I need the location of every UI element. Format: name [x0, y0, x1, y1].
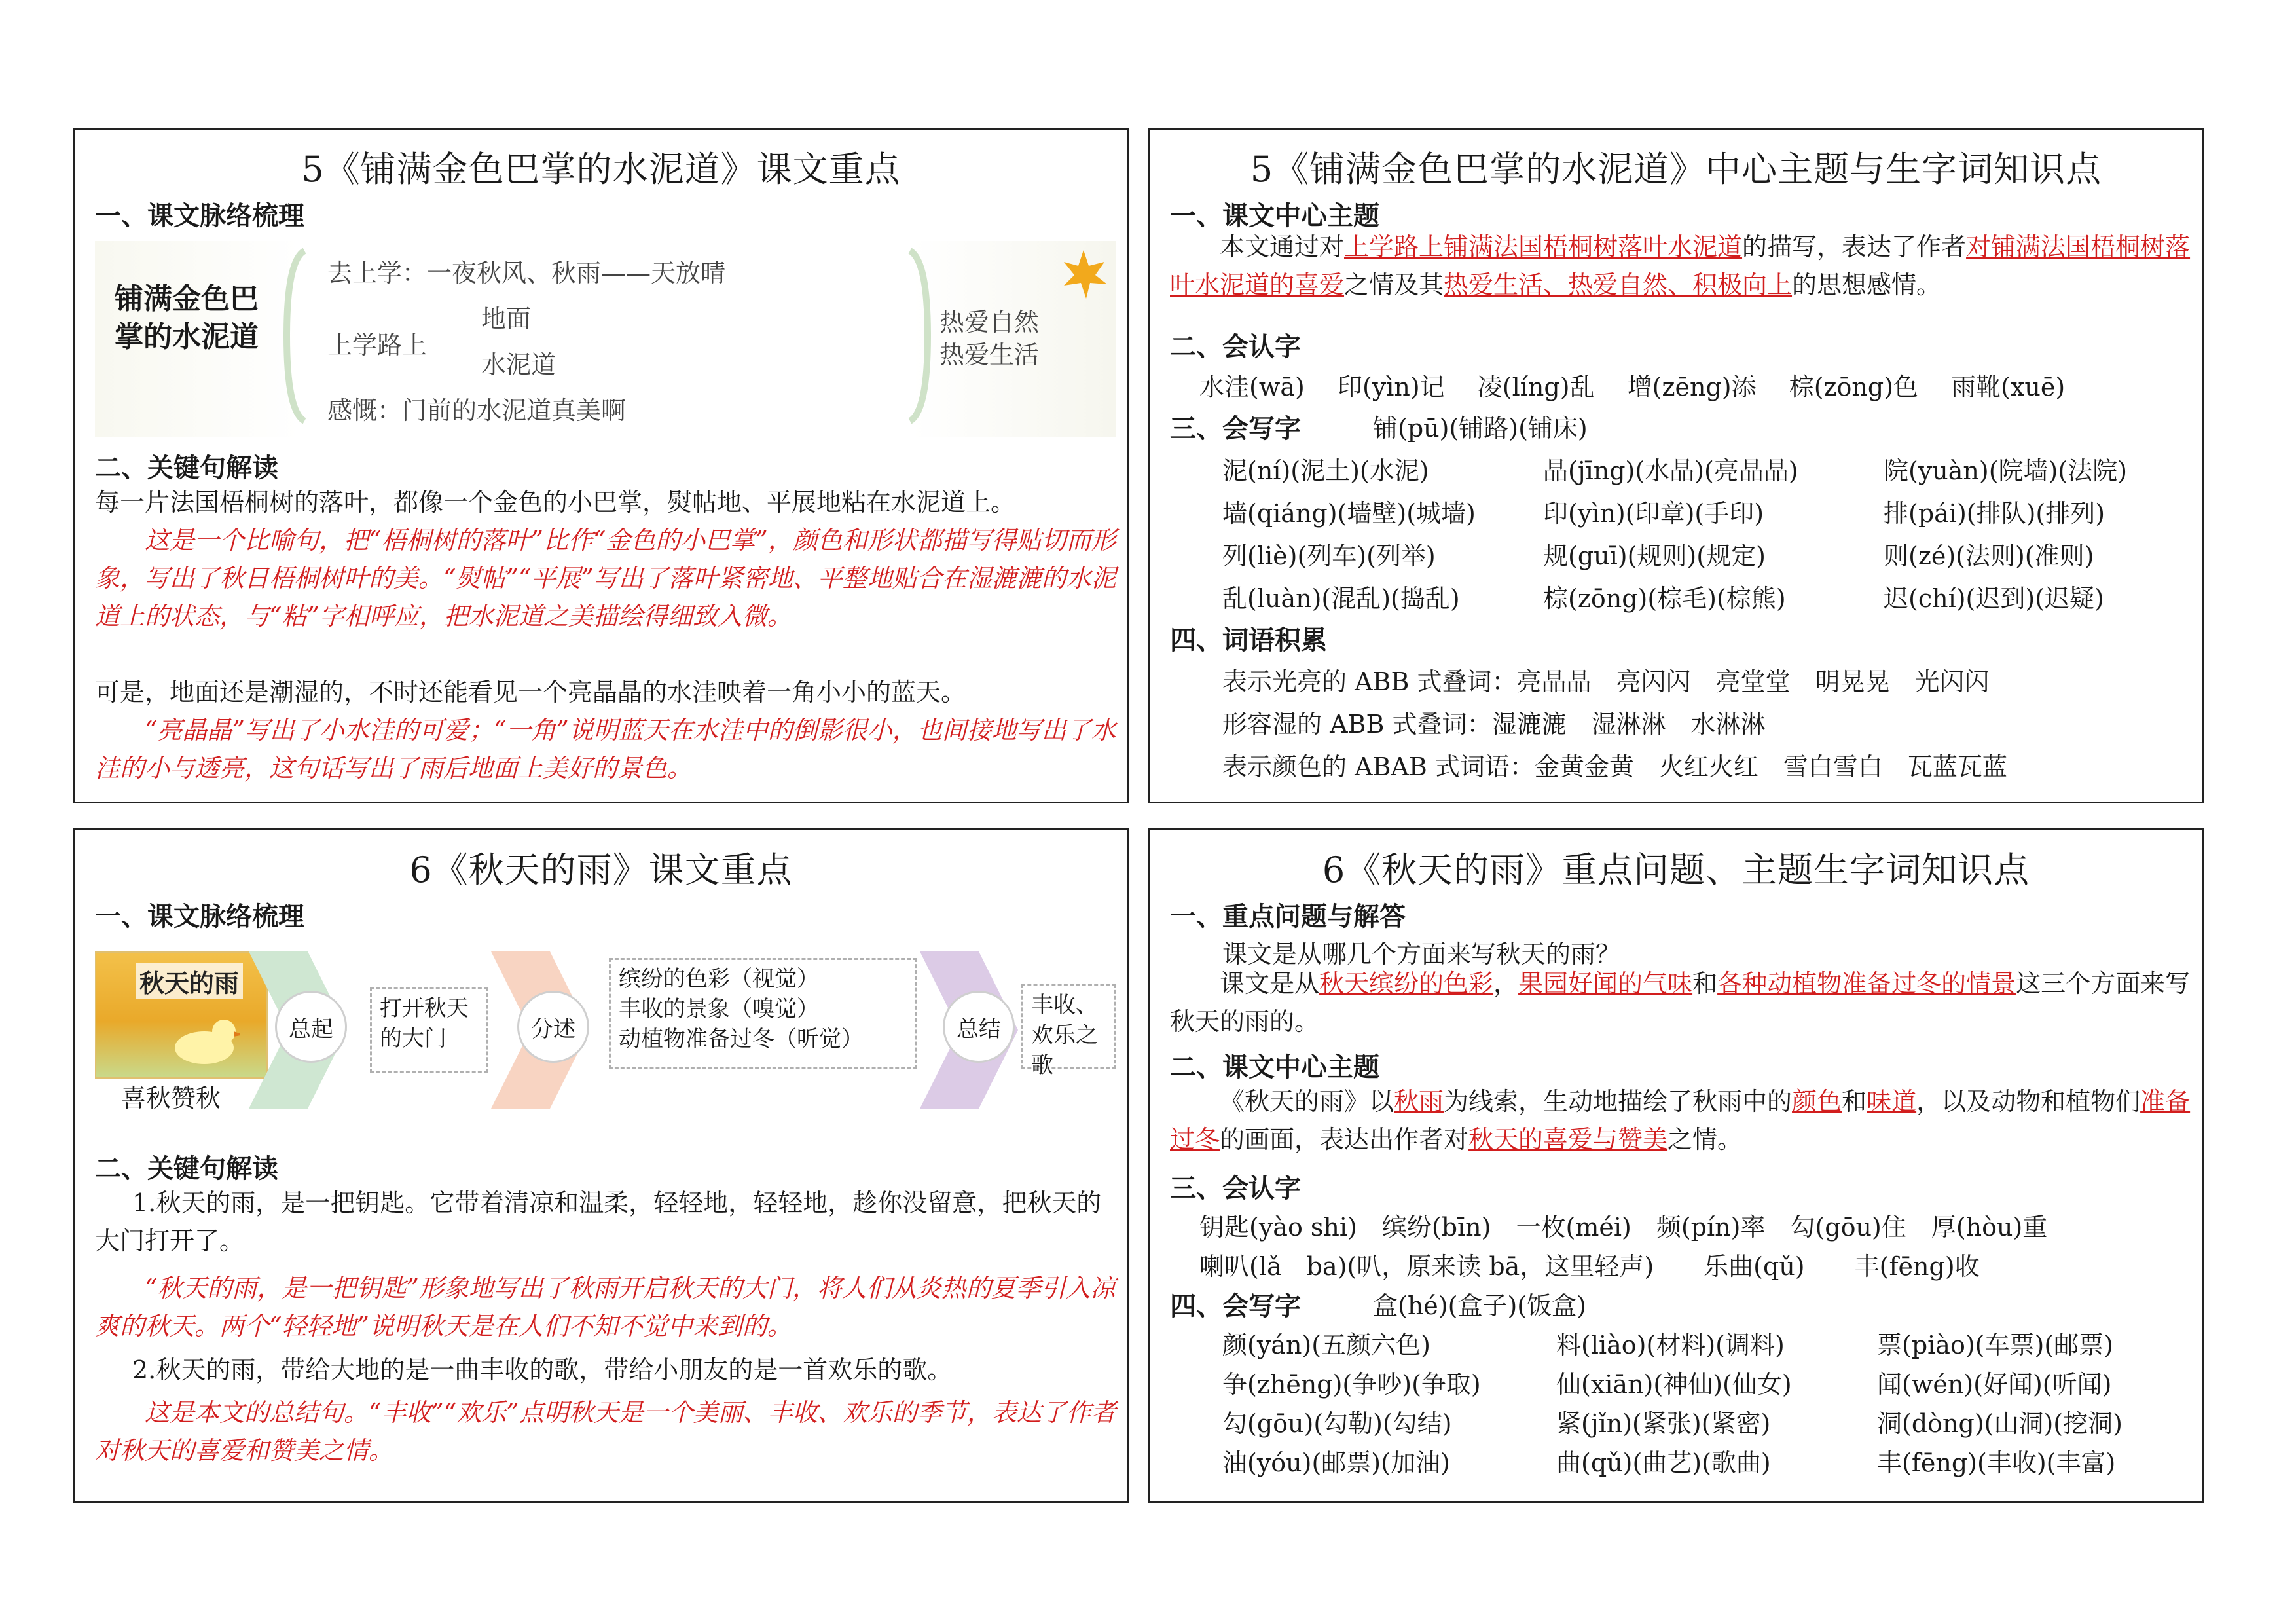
key-answer — [1170, 965, 2191, 1041]
char: 乐曲(qǔ) — [1704, 1252, 1805, 1281]
write-char: 棕(zōng)(棕毛)(棕熊) — [1543, 584, 1786, 613]
analysis-text: “亮晶晶”写出了小水洼的可爱；“一角”说明蓝天在水洼中的倒影很小，也间接地写出了水洼的小与透亮，这句话写出了雨后地面上美好的景色。 — [95, 716, 1116, 783]
char: 丰(fēng)收 — [1854, 1252, 1980, 1281]
write-first: 铺(pū)(铺路)(铺床) — [1373, 414, 1588, 443]
section-heading: 二、关键句解读 — [95, 453, 278, 483]
char: 厚(hòu)重 — [1931, 1213, 2048, 1242]
diagram-main-title: 铺满金色巴掌的水泥道 — [115, 282, 259, 354]
write-char: 闻(wén)(好闻)(听闻) — [1877, 1370, 2112, 1399]
section-heading: 三、会认字 — [1170, 1173, 1301, 1204]
step-text: 打开秋天的大门 — [380, 995, 469, 1052]
char: 勾(gōu)住 — [1790, 1213, 1906, 1242]
word-group: 表示颜色的 ABAB 式词语：金黄金黄 火红火红 雪白雪白 瓦蓝瓦蓝 — [1222, 752, 2007, 781]
panel-title: 5《铺满金色巴掌的水泥道》课文重点 — [301, 149, 901, 190]
diagram-line-3: 感慨：门前的水泥道真美啊 — [327, 396, 627, 425]
step-circle — [517, 991, 589, 1063]
highlight: 对铺满法国梧桐树落叶水泥道的喜爱 — [1170, 232, 2191, 299]
highlight: 秋雨 — [1394, 1087, 1444, 1116]
char: 凌(líng)乱 — [1477, 373, 1595, 401]
char: 增(zēng)添 — [1627, 373, 1757, 401]
analysis-text: 这是本文的总结句。“丰收”“欢乐”点明秋天是一个美丽、丰收、欢乐的季节，表达了作者对秋天的喜爱和赞美之情。 — [95, 1398, 1116, 1465]
write-char: 仙(xiān)(神仙)(仙女) — [1556, 1370, 1792, 1399]
diagram-right-1: 热爱自然 — [939, 308, 1040, 337]
picture-caption: 喜秋赞秋 — [121, 1084, 221, 1113]
key-sentence-2: 可是，地面还是潮湿的，不时还能看见一个亮晶晶的水洼映着一角小小的蓝天。 — [95, 678, 966, 707]
section-heading: 一、课文中心主题 — [1170, 201, 1379, 231]
panel-lesson5-theme-words — [1148, 128, 2204, 803]
text: 之情。 — [1667, 1125, 1743, 1154]
diagram-line-2: 上学路上 — [327, 331, 428, 360]
text: ，以及动物和植物们 — [1916, 1087, 2141, 1116]
highlight: 颜色 — [1792, 1087, 1842, 1116]
step-circle — [275, 991, 347, 1063]
write-first: 盒(hé)(盒子)(饭盒) — [1373, 1291, 1586, 1320]
section-heading: 一、课文脉络梳理 — [95, 201, 304, 231]
key-sentence-1: 1.秋天的雨，是一把钥匙。它带着清凉和温柔，轻轻地，轻轻地，趁你没留意，把秋天的大门打开了。 — [95, 1189, 1102, 1255]
recognize-row — [1199, 1246, 1980, 1282]
highlight: 果园好闻的气味 — [1518, 969, 1693, 998]
step-label: 分述 — [531, 1016, 575, 1043]
panel-lesson5-key-points — [73, 128, 1129, 803]
panel-lesson6-key-points — [73, 828, 1129, 1503]
autumn-picture — [95, 951, 268, 1079]
highlight: 各种动植物准备过冬的情景 — [1717, 969, 2016, 998]
step-text: 丰收的景象（嗅觉） — [619, 996, 819, 1022]
section-heading: 三、会写字 — [1170, 414, 1301, 444]
recognize-row — [1199, 367, 2065, 403]
diagram-line-1: 去上学：一夜秋风、秋雨——天放晴 — [327, 259, 726, 287]
write-char: 曲(qǔ)(曲艺)(歌曲) — [1556, 1449, 1771, 1477]
analysis-text: 这是一个比喻句，把“梧桐树的落叶”比作“金色的小巴掌”，颜色和形状都描写得贴切而形象，写出了秋日梧桐树叶的美。“熨帖”“平展”写出了落叶紧密地、平整地贴合在湿漉漉的水泥道上的状态，与“粘”字相呼应，把水泥道之美描绘得细致入微。 — [95, 526, 1116, 631]
write-char: 料(liào)(材料)(调料) — [1556, 1331, 1785, 1359]
key-sentence-2-analysis — [95, 1393, 1116, 1469]
text: 的描写，表达了作者 — [1742, 232, 1967, 261]
write-char: 票(piào)(车票)(邮票) — [1877, 1331, 2113, 1359]
char: 雨靴(xuē) — [1951, 373, 2066, 401]
step-box — [370, 987, 488, 1073]
panel-title: 5《铺满金色巴掌的水泥道》中心主题与生字词知识点 — [1250, 149, 2102, 190]
highlight: 秋天的喜爱与赞美 — [1468, 1125, 1668, 1154]
highlight: 秋天缤纷的色彩 — [1319, 969, 1494, 998]
key-sentence-1-analysis — [95, 521, 1116, 635]
panel-title: 6《秋天的雨》课文重点 — [409, 849, 793, 891]
structure-diagram — [92, 945, 1116, 1141]
word-group: 表示光亮的 ABB 式叠词：亮晶晶 亮闪闪 亮堂堂 明晃晃 光闪闪 — [1222, 667, 1990, 696]
highlight: 上学路上铺满法国梧桐树落叶水泥道 — [1344, 232, 1743, 261]
char: 棕(zōng)色 — [1789, 373, 1919, 401]
char: 印(yìn)记 — [1337, 373, 1445, 401]
diagram-line-2a: 地面 — [481, 304, 532, 333]
word-group: 形容湿的 ABB 式叠词：湿漉漉 湿淋淋 水淋淋 — [1222, 710, 1766, 739]
write-char: 则(zé)(法则)(准则) — [1884, 542, 2094, 570]
left-brace-icon — [282, 248, 308, 424]
panel-title: 6《秋天的雨》重点问题、主题生字词知识点 — [1322, 849, 2030, 891]
step-text: 丰收、欢乐之歌 — [1031, 992, 1098, 1079]
step-label: 总结 — [957, 1016, 1001, 1043]
section-heading: 一、课文脉络梳理 — [95, 902, 304, 932]
recognize-row — [1199, 1207, 2047, 1243]
write-char: 勾(gōu)(勾勒)(勾结) — [1222, 1409, 1452, 1438]
write-char: 列(liè)(列车)(列举) — [1222, 542, 1436, 570]
char: 缤纷(bīn) — [1381, 1213, 1491, 1242]
write-char: 洞(dòng)(山洞)(挖洞) — [1877, 1409, 2123, 1438]
diagram-right-2: 热爱生活 — [939, 341, 1040, 369]
write-char: 墙(qiáng)(墙壁)(城墙) — [1222, 499, 1476, 528]
write-char: 丰(fēng)(丰收)(丰富) — [1877, 1449, 2116, 1477]
highlight: 热爱生活、热爱自然、积极向上 — [1444, 270, 1793, 299]
structure-diagram — [95, 241, 1116, 437]
char: 水洼(wā) — [1199, 373, 1305, 401]
step-label: 总起 — [289, 1016, 333, 1043]
text: ， — [1493, 969, 1519, 998]
text: 为线索，生动地描绘了秋雨中的 — [1444, 1087, 1793, 1116]
theme-paragraph — [1170, 228, 2191, 304]
text: 之情及其 — [1344, 270, 1444, 299]
panel-lesson6-qa-theme-words — [1148, 828, 2204, 1503]
highlight: 准备过冬 — [1170, 1087, 2191, 1154]
step-box — [609, 958, 917, 1069]
maple-leaf-icon — [1057, 248, 1110, 300]
section-heading: 四、词语积累 — [1170, 625, 1327, 655]
write-char: 印(yìn)(印章)(手印) — [1543, 499, 1764, 528]
step-circle — [943, 991, 1015, 1063]
diagram-line-2b: 水泥道 — [481, 350, 556, 379]
step-text: 动植物准备过冬（听觉） — [619, 1026, 864, 1052]
write-char: 紧(jǐn)(紧张)(紧密) — [1556, 1409, 1771, 1438]
text: 这三个方面来写秋天的雨的。 — [1170, 969, 2191, 1036]
text: 课文是从 — [1220, 969, 1320, 998]
text: 本文通过对 — [1220, 232, 1345, 261]
write-char: 迟(chí)(迟到)(迟疑) — [1884, 584, 2104, 613]
write-char: 规(guī)(规则)(规定) — [1543, 542, 1766, 570]
highlight: 味道 — [1867, 1087, 1917, 1116]
write-char: 院(yuàn)(院墙)(法院) — [1884, 456, 2128, 485]
text: 的画面，表达出作者对 — [1220, 1125, 1469, 1154]
section-heading: 二、关键句解读 — [95, 1154, 278, 1184]
text: 和 — [1842, 1087, 1867, 1116]
write-char: 晶(jīng)(水晶)(亮晶晶) — [1543, 456, 1798, 485]
write-char: 排(pái)(排队)(排列) — [1884, 499, 2105, 528]
char: 喇叭(lǎ ba)(叭，原来读 bā，这里轻声) — [1199, 1252, 1654, 1281]
key-question: 课文是从哪几个方面来写秋天的雨？ — [1222, 940, 1621, 969]
key-sentence-2-analysis — [95, 711, 1116, 787]
section-heading: 二、会认字 — [1170, 332, 1301, 362]
key-sentence-2: 2.秋天的雨，带给大地的是一曲丰收的歌，带给小朋友的是一首欢乐的歌。 — [132, 1356, 953, 1384]
char: 钥匙(yào shi) — [1199, 1213, 1357, 1242]
text: 《秋天的雨》以 — [1220, 1087, 1394, 1116]
step-text: 缤纷的色彩（视觉） — [619, 966, 819, 992]
analysis-text: “秋天的雨，是一把钥匙”形象地写出了秋雨开启秋天的大门，将人们从炎热的夏季引入凉爽的秋天。两个“轻轻地”说明秋天是在人们不知不觉中来到的。 — [95, 1274, 1116, 1340]
char: 一枚(méi) — [1516, 1213, 1631, 1242]
write-char: 颜(yán)(五颜六色) — [1222, 1331, 1430, 1359]
theme-paragraph — [1170, 1082, 2191, 1158]
write-char: 油(yóu)(邮票)(加油) — [1222, 1449, 1450, 1477]
key-sentence-1: 每一片法国梧桐树的落叶，都像一个金色的小巴掌，熨帖地、平展地粘在水泥道上。 — [95, 488, 1016, 517]
text: 的思想感情。 — [1792, 270, 1942, 299]
char: 频(pín)率 — [1656, 1213, 1766, 1242]
picture-title: 秋天的雨 — [136, 963, 243, 999]
write-char: 争(zhēng)(争吵)(争取) — [1222, 1370, 1481, 1399]
section-heading: 一、重点问题与解答 — [1170, 902, 1406, 932]
step-box — [1021, 984, 1116, 1079]
text: 和 — [1692, 969, 1718, 998]
section-heading: 四、会写字 — [1170, 1291, 1301, 1321]
write-char: 乱(luàn)(混乱)(捣乱) — [1222, 584, 1460, 613]
duck-icon — [168, 1015, 240, 1067]
right-brace-icon — [907, 248, 933, 424]
section-heading: 二、课文中心主题 — [1170, 1052, 1379, 1082]
write-char: 泥(ní)(泥土)(水泥) — [1222, 456, 1429, 485]
key-sentence-1-analysis — [95, 1269, 1116, 1345]
